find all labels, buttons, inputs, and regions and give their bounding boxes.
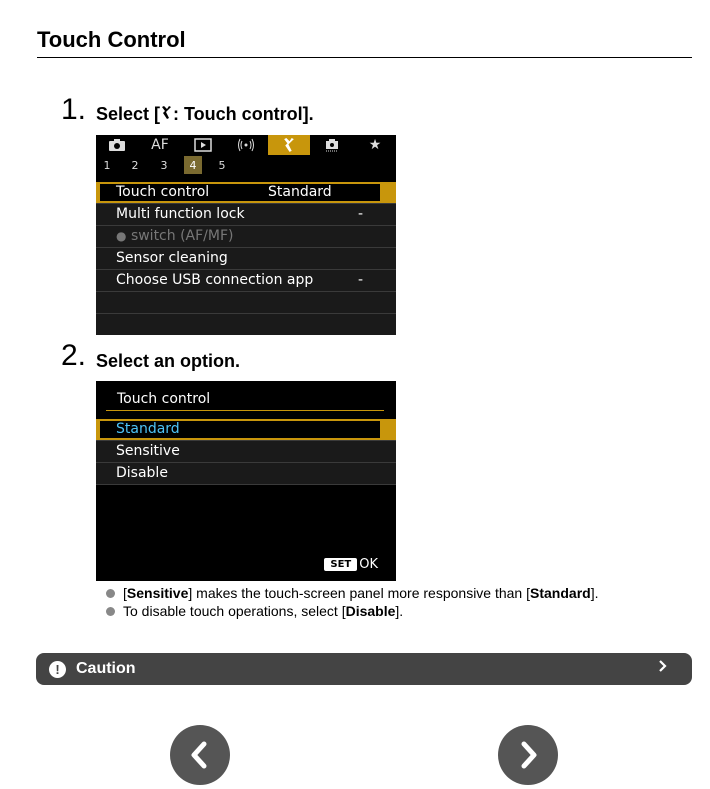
menu-item-label: Touch control xyxy=(116,184,210,200)
touch-control-options-screen xyxy=(96,381,396,581)
wrench-icon[interactable] xyxy=(268,135,310,155)
note-text: [Sensitive] makes the touch-screen panel more responsive than [Standard]. xyxy=(123,585,599,601)
subtab-4[interactable]: 4 xyxy=(184,156,202,174)
options-header: Touch control xyxy=(117,391,211,407)
af-tab-label: AF xyxy=(151,137,169,153)
af-mf-switch-text: switch (AF/MF) xyxy=(130,228,234,244)
menu-item-label: Choose USB connection app xyxy=(116,272,314,288)
af-tab[interactable] xyxy=(139,135,181,155)
subtab-5[interactable]: 5 xyxy=(218,158,226,172)
option-label: Sensitive xyxy=(116,443,180,459)
set-ok-button[interactable] xyxy=(324,556,378,573)
step-2-number: 2. xyxy=(61,339,87,372)
step-1-text xyxy=(96,104,314,125)
menu-item-sensor-cleaning[interactable] xyxy=(96,248,396,270)
list-item xyxy=(106,602,598,620)
option-label: Standard xyxy=(116,421,180,437)
menu-item-af-mf-switch xyxy=(96,226,396,248)
ok-label: OK xyxy=(359,557,378,572)
previous-page-button[interactable] xyxy=(170,725,230,785)
caution-bar[interactable] xyxy=(36,653,692,685)
menu-subtab-bar xyxy=(96,155,396,175)
menu-item-label: Multi function lock xyxy=(116,206,245,222)
exclamation-icon: ! xyxy=(49,661,66,678)
list-item xyxy=(106,584,598,602)
option-disable[interactable] xyxy=(96,463,396,485)
menu-item-label: Sensor cleaning xyxy=(116,250,228,266)
subtab-3[interactable]: 3 xyxy=(160,158,168,172)
option-label: Disable xyxy=(116,465,168,481)
menu-item-label xyxy=(116,226,233,247)
chevron-right-icon xyxy=(658,659,668,678)
menu-item-touch-control[interactable] xyxy=(96,182,396,204)
next-page-button[interactable] xyxy=(498,725,558,785)
camera-icon[interactable] xyxy=(96,135,138,155)
step-1-number: 1. xyxy=(61,93,87,126)
wireless-icon[interactable] xyxy=(225,135,267,155)
menu-item-empty xyxy=(96,314,396,335)
star-icon[interactable]: ★ xyxy=(368,137,382,153)
lens-control-icon: ● xyxy=(116,229,127,243)
subtab-2[interactable]: 2 xyxy=(131,158,139,172)
menu-item-value: Standard xyxy=(268,184,332,200)
note-text: To disable touch operations, select [Disable]. xyxy=(123,603,404,619)
notes-list xyxy=(106,584,598,620)
camera-menu-screen xyxy=(96,135,396,335)
option-standard[interactable] xyxy=(96,419,396,441)
menu-item-usb-connection-app[interactable] xyxy=(96,270,396,292)
menu-item-value: - xyxy=(358,272,364,288)
header-divider xyxy=(106,410,384,411)
menu-tab-bar xyxy=(96,135,396,155)
menu-item-empty xyxy=(96,292,396,314)
set-label: SET xyxy=(324,558,357,571)
step-1-text-prefix: Select [ xyxy=(96,104,161,124)
menu-item-value: - xyxy=(358,206,364,222)
option-sensitive[interactable] xyxy=(96,441,396,463)
bullet-icon xyxy=(106,589,115,598)
caution-label: Caution xyxy=(76,660,136,677)
step-1-text-suffix: : Touch control]. xyxy=(173,104,314,124)
page-title: Touch Control xyxy=(37,27,692,58)
wrench-icon xyxy=(160,104,173,124)
bullet-icon xyxy=(106,607,115,616)
subtab-1[interactable]: 1 xyxy=(103,158,111,172)
step-2-text: Select an option. xyxy=(96,351,241,371)
chevron-left-icon xyxy=(188,740,212,770)
menu-item-multi-function-lock[interactable] xyxy=(96,204,396,226)
play-icon[interactable] xyxy=(182,135,224,155)
custom-icon[interactable] xyxy=(311,135,353,155)
chevron-right-icon xyxy=(516,740,540,770)
